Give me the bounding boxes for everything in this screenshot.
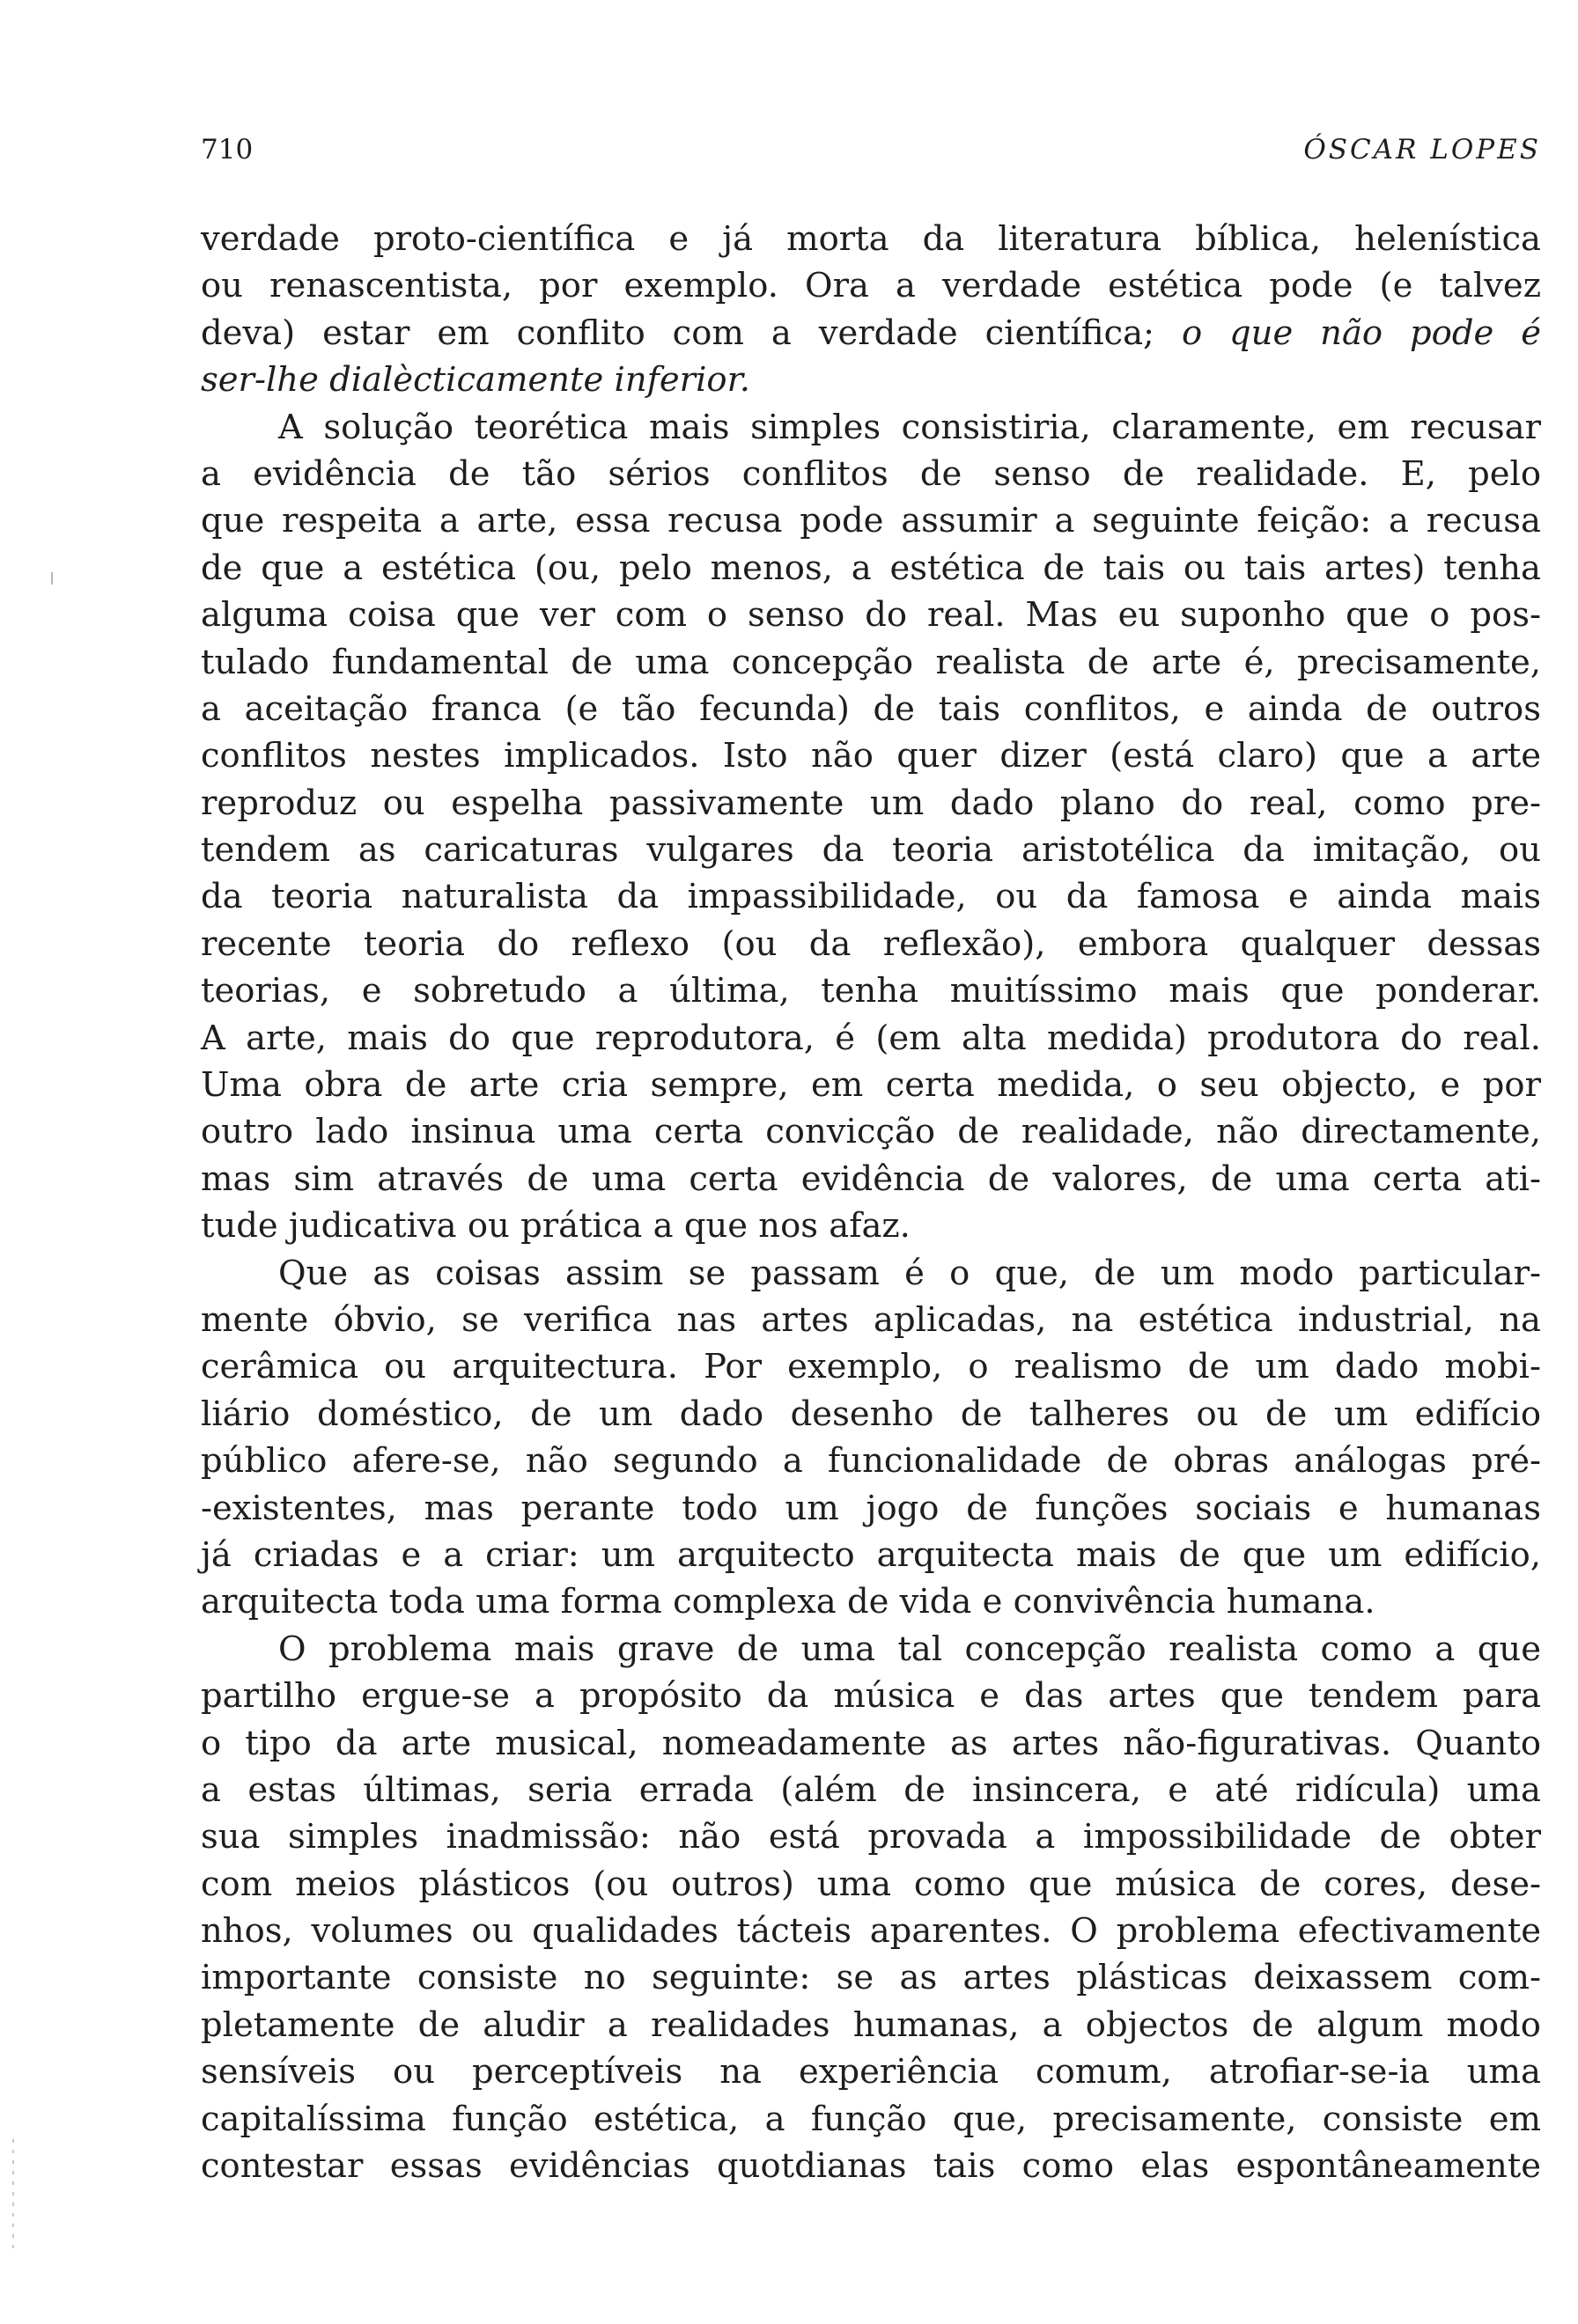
text-line: a evidência de tão sérios conflitos de senso de realidade. E, pelo xyxy=(201,453,1541,494)
text-line: alguma coisa que ver com o senso do real. Mas eu suponho que o pos- xyxy=(201,595,1541,636)
text-line: tulado fundamental de uma concepção realista de arte é, precisamente, xyxy=(201,642,1541,682)
text-line: nhos, volumes ou qualidades tácteis aparentes. O problema efectivamente xyxy=(201,1911,1541,1952)
text-line: mente óbvio, se verifica nas artes aplicadas, na estética industrial, na xyxy=(201,1299,1541,1340)
text-line: público afere-se, não segundo a funcionalidade de obras análogas pré- xyxy=(201,1441,1541,1482)
text-line: A solução teorética mais simples consistiria, claramente, em recusar xyxy=(278,407,1541,447)
text-line: ou renascentista, por exemplo. Ora a verdade estética pode (e talvez xyxy=(201,266,1541,306)
margin-dotted-mark xyxy=(12,2139,14,2254)
text-line: o tipo da arte musical, nomeadamente as artes não-figurativas. Quanto xyxy=(201,1723,1541,1763)
text-line: -existentes, mas perante todo um jogo de funções sociais e humanas xyxy=(201,1488,1541,1528)
text-line: recente teoria do reflexo (ou da reflexão), embora qualquer dessas xyxy=(201,923,1541,964)
text-line: capitalíssima função estética, a função que, precisamente, consiste em xyxy=(201,2099,1541,2139)
text-line: tude judicativa ou prática a que nos afaz. xyxy=(201,1206,911,1247)
text-line: com meios plásticos (ou outros) uma como que música de cores, dese- xyxy=(201,1864,1541,1904)
text-line: outro lado insinua uma certa convicção de realidade, não directamente, xyxy=(201,1112,1541,1152)
text-line: mas sim através de uma certa evidência de valores, de uma certa ati- xyxy=(201,1158,1541,1199)
text-line: já criadas e a criar: um arquitecto arquitecta mais de que um edifício, xyxy=(201,1534,1541,1575)
italic-run: o que não pode é xyxy=(1181,313,1541,353)
text-line: Que as coisas assim se passam é o que, de um modo particular- xyxy=(278,1253,1541,1293)
text-line: Uma obra de arte cria sempre, em certa medida, o seu objecto, e por xyxy=(201,1065,1541,1106)
text-line: A arte, mais do que reprodutora, é (em alta medida) produtora do real. xyxy=(201,1018,1541,1058)
text-line: verdade proto-científica e já morta da literatura bíblica, helenística xyxy=(201,219,1541,259)
margin-tick-mark xyxy=(51,572,53,585)
italic-run: ser-lhe dialècticamente inferior. xyxy=(201,360,750,401)
text-line: importante consiste no seguinte: se as artes plásticas deixassem com- xyxy=(201,1958,1541,1998)
page-number: 710 xyxy=(201,134,254,165)
text-line: teorias, e sobretudo a última, tenha muitíssimo mais que ponderar. xyxy=(201,971,1541,1011)
text-line: reproduz ou espelha passivamente um dado plano do real, como pre- xyxy=(201,783,1541,823)
text-line: partilho ergue-se a propósito da música e das artes que tendem para xyxy=(201,1676,1541,1717)
text-line: O problema mais grave de uma tal concepção realista como a que xyxy=(278,1629,1541,1669)
running-head xyxy=(201,123,1541,176)
text-line: sua simples inadmissão: não está provada a impossibilidade de obter xyxy=(201,1817,1541,1857)
body-text xyxy=(201,216,1541,2189)
text-line: que respeita a arte, essa recusa pode assumir a seguinte feição: a recusa xyxy=(201,501,1541,541)
text-line: a aceitação franca (e tão fecunda) de tais conflitos, e ainda de outros xyxy=(201,688,1541,729)
text-line: liário doméstico, de um dado desenho de talheres ou de um edifício xyxy=(201,1394,1541,1434)
text-line: sensíveis ou perceptíveis na experiência comum, atrofiar-se-ia uma xyxy=(201,2052,1541,2092)
text-line: tendem as caricaturas vulgares da teoria aristotélica da imitação, ou xyxy=(201,830,1541,871)
text-line xyxy=(201,310,1541,357)
text-line: de que a estética (ou, pelo menos, a estética de tais ou tais artes) tenha xyxy=(201,548,1541,588)
text-line xyxy=(201,357,1541,403)
text-line: conflitos nestes implicados. Isto não quer dizer (está claro) que a arte xyxy=(201,736,1541,776)
text-line: da teoria naturalista da impassibilidade, ou da famosa e ainda mais xyxy=(201,877,1541,917)
running-title: ÓSCAR LOPES xyxy=(1303,134,1541,165)
text-line: cerâmica ou arquitectura. Por exemplo, o realismo de um dado mobi- xyxy=(201,1347,1541,1387)
text-line: arquitecta toda uma forma complexa de vida e convivência humana. xyxy=(201,1582,1375,1622)
text-line: pletamente de aludir a realidades humanas, a objectos de algum modo xyxy=(201,2004,1541,2045)
text-line: contestar essas evidências quotdianas tais como elas espontâneamente xyxy=(201,2146,1541,2187)
text-run: deva) estar em conflito com a verdade científica; xyxy=(201,313,1182,353)
text-line: a estas últimas, seria errada (além de insincera, e até ridícula) uma xyxy=(201,1769,1541,1810)
